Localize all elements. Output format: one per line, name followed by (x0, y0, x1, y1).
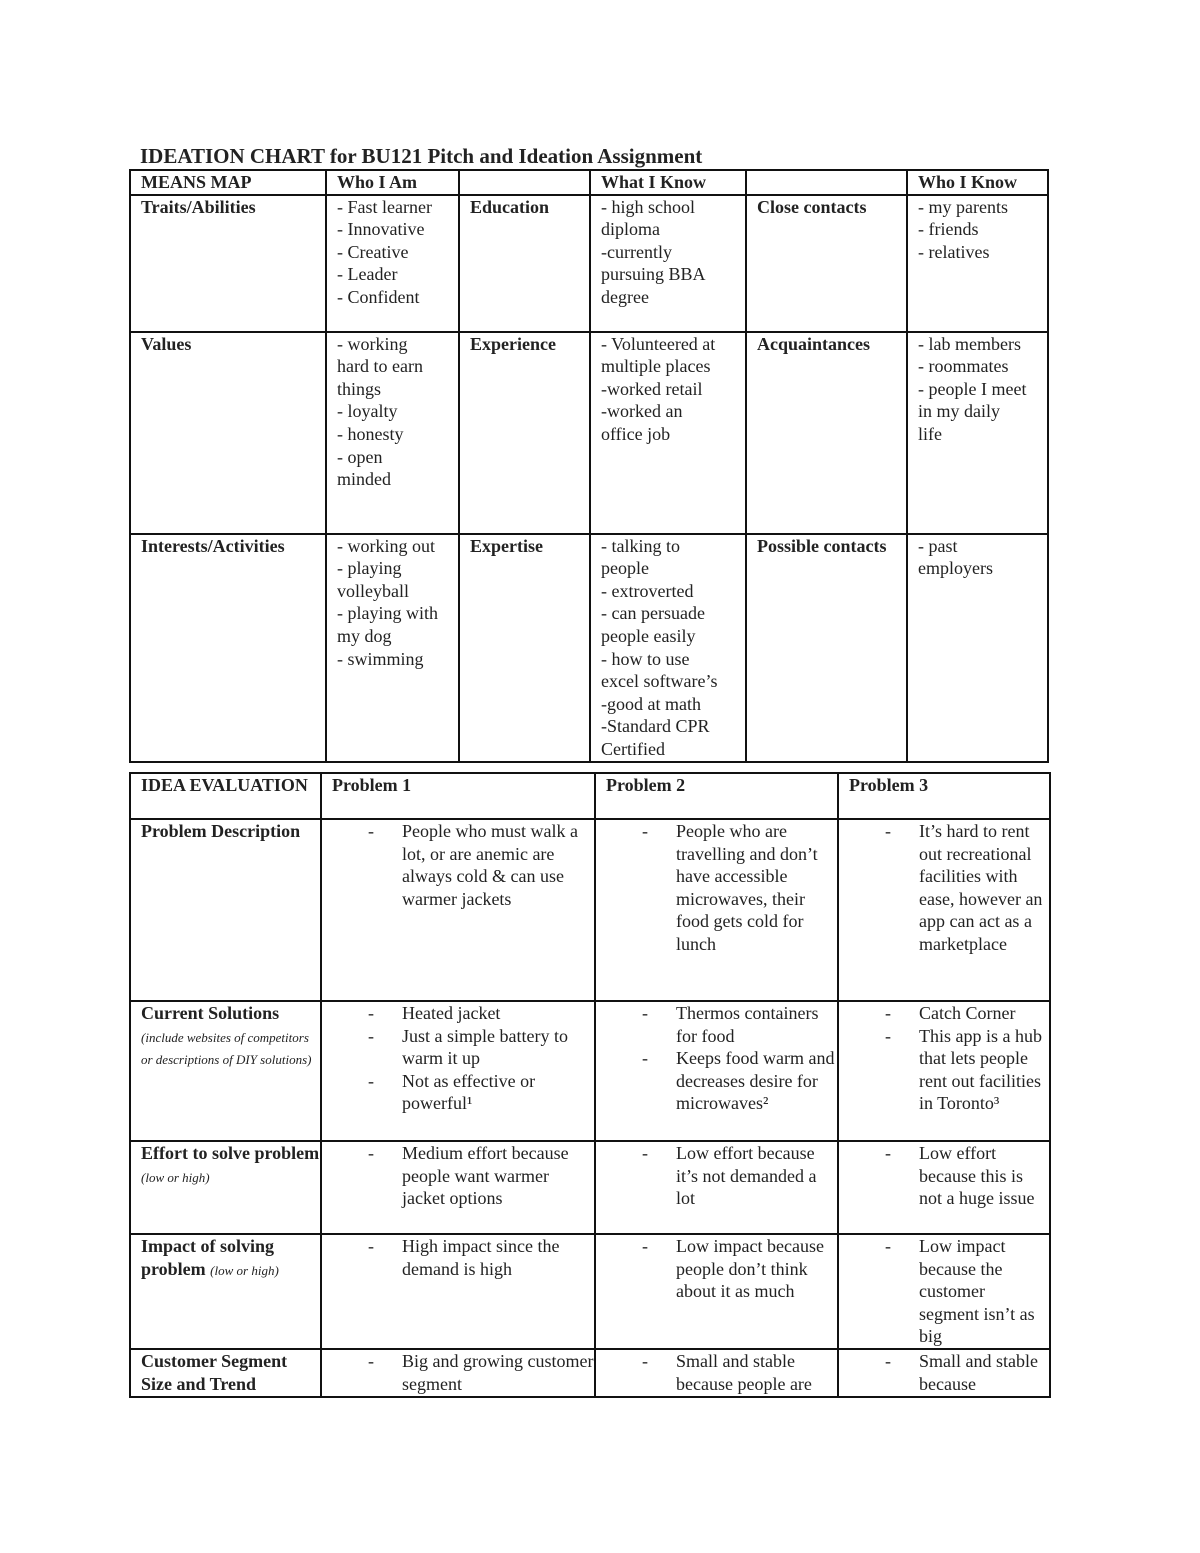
who-i-know-cell (907, 195, 1048, 332)
problem-2-cell (595, 1234, 838, 1349)
list-item: - Leader (337, 264, 398, 285)
who-i-am-cell (326, 534, 459, 762)
know-label: Experience (459, 332, 590, 534)
who-i-know-cell (907, 332, 1048, 534)
header-problem-2: Problem 2 (595, 773, 838, 819)
problem-3-cell (838, 1001, 1050, 1141)
list-item: - Fast learner (337, 196, 432, 217)
problem-3-cell (838, 1234, 1050, 1349)
list-item: - working out (337, 535, 435, 556)
list-item: - loyalty (337, 401, 398, 422)
row-label: Traits/Abilities (130, 195, 326, 332)
means-map-table (129, 169, 1049, 763)
contact-label: Acquaintances (746, 332, 907, 534)
list-item: - playing with (337, 603, 438, 624)
problem-2-cell (595, 819, 838, 1001)
row-label: Customer Segment Size and Trend (141, 1350, 288, 1394)
problem-3-cell (838, 819, 1050, 1001)
list-item: - friends (918, 219, 979, 240)
list-item: - Creative (337, 241, 409, 262)
list-item: things (337, 378, 382, 399)
who-i-am-cell (326, 332, 459, 534)
header-problem-3: Problem 3 (838, 773, 1050, 819)
list-item: Certified (601, 738, 665, 759)
row-note: (low or high) (141, 1169, 210, 1185)
problem-1-cell (321, 1001, 595, 1141)
row-label-cell (130, 1001, 321, 1141)
list-item: - Low effort because this is not a huge issue (919, 1142, 1049, 1210)
list-item: - High impact since the demand is high (402, 1235, 594, 1280)
list-item: - high school (601, 196, 695, 217)
what-i-know-cell (590, 195, 746, 332)
list-item: - relatives (918, 241, 990, 262)
list-item: excel software’s (601, 671, 718, 692)
idea-evaluation-table (129, 772, 1051, 1398)
problem-1-cell (321, 1349, 595, 1397)
list-item: hard to earn (337, 356, 423, 377)
list-item: - Volunteered at (601, 333, 716, 354)
header-blank-2 (746, 170, 907, 195)
list-item: - People who are travelling and don’t have accessible microwaves, their food gets cold for lunch (676, 820, 837, 956)
list-item: - can persuade (601, 603, 705, 624)
list-item: - lab members (918, 333, 1021, 354)
header-blank-1 (459, 170, 590, 195)
means-map-row (130, 195, 1048, 332)
know-label: Education (459, 195, 590, 332)
row-note: (include websites of competitors or descriptions of DIY solutions) (141, 1029, 312, 1068)
document-title: IDEATION CHART for BU121 Pitch and Ideation Assignment (140, 144, 703, 168)
row-label-cell (130, 1234, 321, 1349)
header-what-i-know: What I Know (590, 170, 746, 195)
list-item: employers (918, 558, 993, 579)
problem-1-cell (321, 819, 595, 1001)
list-item: -worked an (601, 401, 683, 422)
list-item: - honesty (337, 423, 404, 444)
know-label: Expertise (459, 534, 590, 762)
contact-label: Close contacts (746, 195, 907, 332)
list-item: - playing (337, 558, 402, 579)
row-label: Interests/Activities (130, 534, 326, 762)
list-item: - roommates (918, 356, 1009, 377)
evaluation-row (130, 1001, 1050, 1141)
what-i-know-cell (590, 534, 746, 762)
list-item: - open (337, 446, 383, 467)
list-item: - extroverted (601, 580, 694, 601)
list-item: - Confident (337, 286, 420, 307)
evaluation-row (130, 819, 1050, 1001)
row-label: Problem Description (141, 821, 301, 841)
row-label: Values (130, 332, 326, 534)
list-item: - This app is a hub that lets people rent out facilities in Toronto³ (919, 1025, 1049, 1115)
idea-evaluation-header-row (130, 773, 1050, 819)
list-item: - my parents (918, 196, 1008, 217)
problem-3-cell (838, 1141, 1050, 1234)
list-item: diploma (601, 219, 660, 240)
list-item: multiple places (601, 356, 711, 377)
list-item: minded (337, 469, 391, 490)
list-item: - working (337, 333, 408, 354)
row-note: (low or high) (210, 1262, 279, 1278)
who-i-know-cell (907, 534, 1048, 762)
list-item: people easily (601, 625, 696, 646)
list-item: - Just a simple battery to warm it up (402, 1025, 594, 1070)
means-map-header-row (130, 170, 1048, 195)
list-item: - Medium effort because people want warmer jacket options (402, 1142, 594, 1210)
list-item: people (601, 558, 649, 579)
row-label: Current Solutions (141, 1003, 280, 1023)
problem-2-cell (595, 1141, 838, 1234)
problem-2-cell (595, 1349, 838, 1397)
list-item: - swimming (337, 648, 424, 669)
header-who-i-know: Who I Know (907, 170, 1048, 195)
list-item: - talking to (601, 535, 680, 556)
row-label: Impact of solving problem (141, 1236, 275, 1279)
list-item: -worked retail (601, 378, 703, 399)
who-i-am-cell (326, 195, 459, 332)
list-item: - how to use (601, 648, 690, 669)
list-item: - Low impact because people don’t think about it as much (676, 1235, 837, 1303)
evaluation-row (130, 1141, 1050, 1234)
list-item: - Thermos containers for food (676, 1002, 837, 1047)
header-idea-evaluation: IDEA EVALUATION (130, 773, 321, 819)
list-item: - Small and stable because people are (676, 1350, 837, 1395)
list-item: - People who must walk a lot, or are anemic are always cold & can use warmer jackets (402, 820, 594, 910)
list-item: -Standard CPR (601, 716, 710, 737)
list-item: - Small and stable because (919, 1350, 1049, 1395)
list-item: degree (601, 286, 649, 307)
means-map-row (130, 332, 1048, 534)
list-item: pursuing BBA (601, 264, 706, 285)
list-item: - It’s hard to rent out recreational facilities with ease, however an app can act as a marketplace (919, 820, 1049, 956)
row-label: Effort to solve problem (141, 1143, 320, 1163)
header-means-map: MEANS MAP (130, 170, 326, 195)
row-label-cell (130, 1349, 321, 1397)
header-who-i-am: Who I Am (326, 170, 459, 195)
list-item: - past (918, 535, 958, 556)
problem-2-cell (595, 1001, 838, 1141)
list-item: office job (601, 423, 671, 444)
means-map-row (130, 534, 1048, 762)
list-item: my dog (337, 625, 392, 646)
what-i-know-cell (590, 332, 746, 534)
list-item: -good at math (601, 693, 701, 714)
list-item: - Low impact because the customer segment isn’t as big (919, 1235, 1049, 1348)
list-item: - Low effort because it’s not demanded a lot (676, 1142, 837, 1210)
row-label-cell (130, 1141, 321, 1234)
list-item: - Heated jacket (402, 1002, 594, 1025)
problem-3-cell (838, 1349, 1050, 1397)
list-item: - people I meet (918, 378, 1027, 399)
evaluation-row (130, 1234, 1050, 1349)
problem-1-cell (321, 1141, 595, 1234)
header-problem-1: Problem 1 (321, 773, 595, 819)
problem-1-cell (321, 1234, 595, 1349)
list-item: -currently (601, 241, 672, 262)
row-label-cell (130, 819, 321, 1001)
list-item: life (918, 423, 942, 444)
list-item: - Big and growing customer segment (402, 1350, 594, 1395)
list-item: - Keeps food warm and decreases desire for microwaves² (676, 1047, 837, 1115)
contact-label: Possible contacts (746, 534, 907, 762)
list-item: - Not as effective or powerful¹ (402, 1070, 594, 1115)
list-item: - Innovative (337, 219, 425, 240)
list-item: - Catch Corner (919, 1002, 1049, 1025)
list-item: in my daily (918, 401, 1000, 422)
list-item: volleyball (337, 580, 409, 601)
evaluation-row (130, 1349, 1050, 1397)
